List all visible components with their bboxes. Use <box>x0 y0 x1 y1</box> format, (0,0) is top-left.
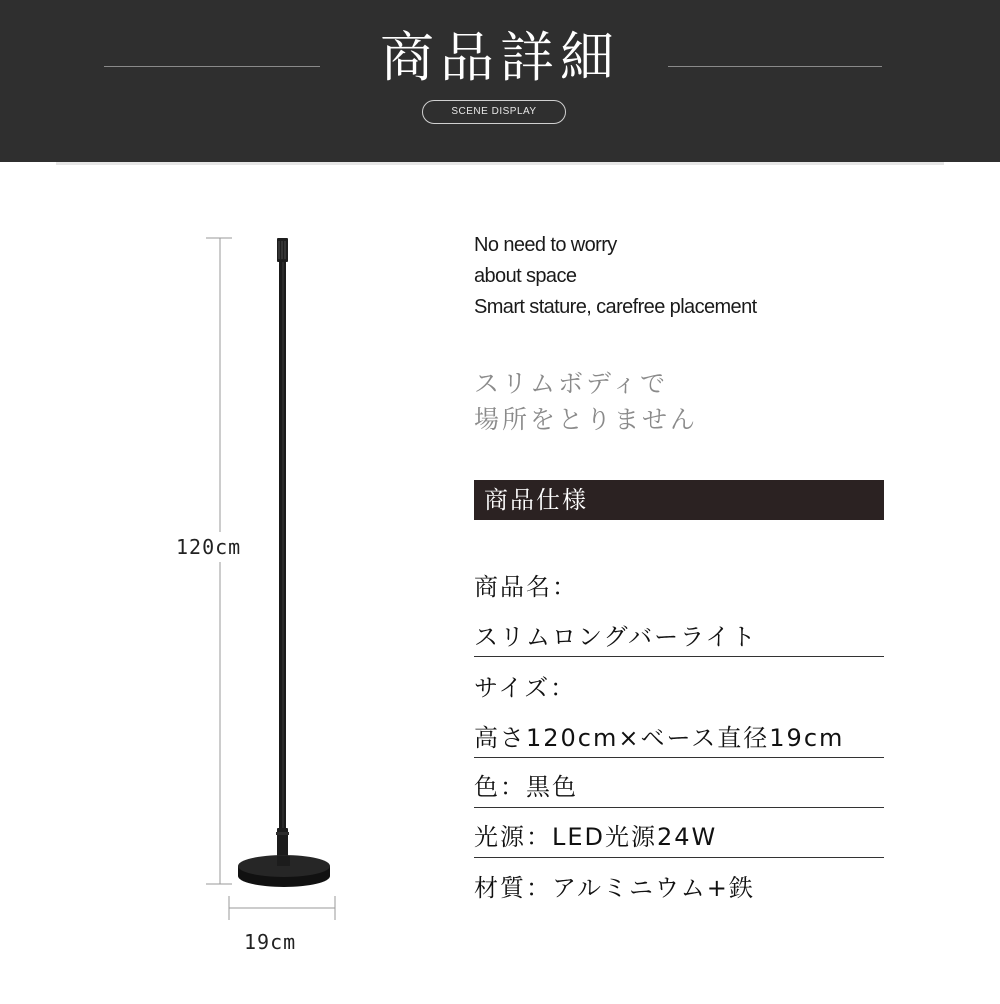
lamp-base <box>238 855 330 887</box>
spec-color: 色：黒色 <box>474 773 578 801</box>
spec-product-name-label: 商品名： <box>474 573 578 601</box>
spec-divider <box>474 656 884 657</box>
spec-divider <box>474 807 884 808</box>
spec-divider <box>474 757 884 758</box>
lamp-illustration <box>0 0 460 1000</box>
intro-japanese-line-1: スリムボディで <box>474 369 669 398</box>
scene-display-badge: SCENE DISPLAY <box>422 100 566 124</box>
spec-divider <box>474 857 884 858</box>
spec-material: 材質：アルミニウム+鉄 <box>474 874 755 902</box>
spec-product-name-value: スリムロングバーライト <box>474 623 758 651</box>
height-label: 120cm <box>176 535 242 559</box>
intro-english-line-2: about space <box>474 265 577 287</box>
page-title: 商品詳細 <box>380 26 620 89</box>
spec-heading: 商品仕様 <box>484 486 588 514</box>
header-divider-right <box>668 66 882 67</box>
intro-japanese-line-2: 場所をとりません <box>474 405 699 434</box>
intro-english-line-3: Smart stature, carefree placement <box>474 296 757 318</box>
spec-heading-bar <box>474 480 884 520</box>
intro-english-line-1: No need to worry <box>474 234 617 256</box>
height-dimension-line <box>206 238 232 884</box>
lamp-top-cap <box>277 238 288 262</box>
spec-size-label: サイズ： <box>474 674 577 702</box>
spec-size-value: 高さ120cm×ベース直径19cm <box>474 724 845 752</box>
base-width-label: 19cm <box>244 930 297 954</box>
base-dimension-line <box>229 896 335 920</box>
lamp-figure <box>0 0 460 1000</box>
spec-light-source: 光源：LED光源24W <box>474 823 718 851</box>
